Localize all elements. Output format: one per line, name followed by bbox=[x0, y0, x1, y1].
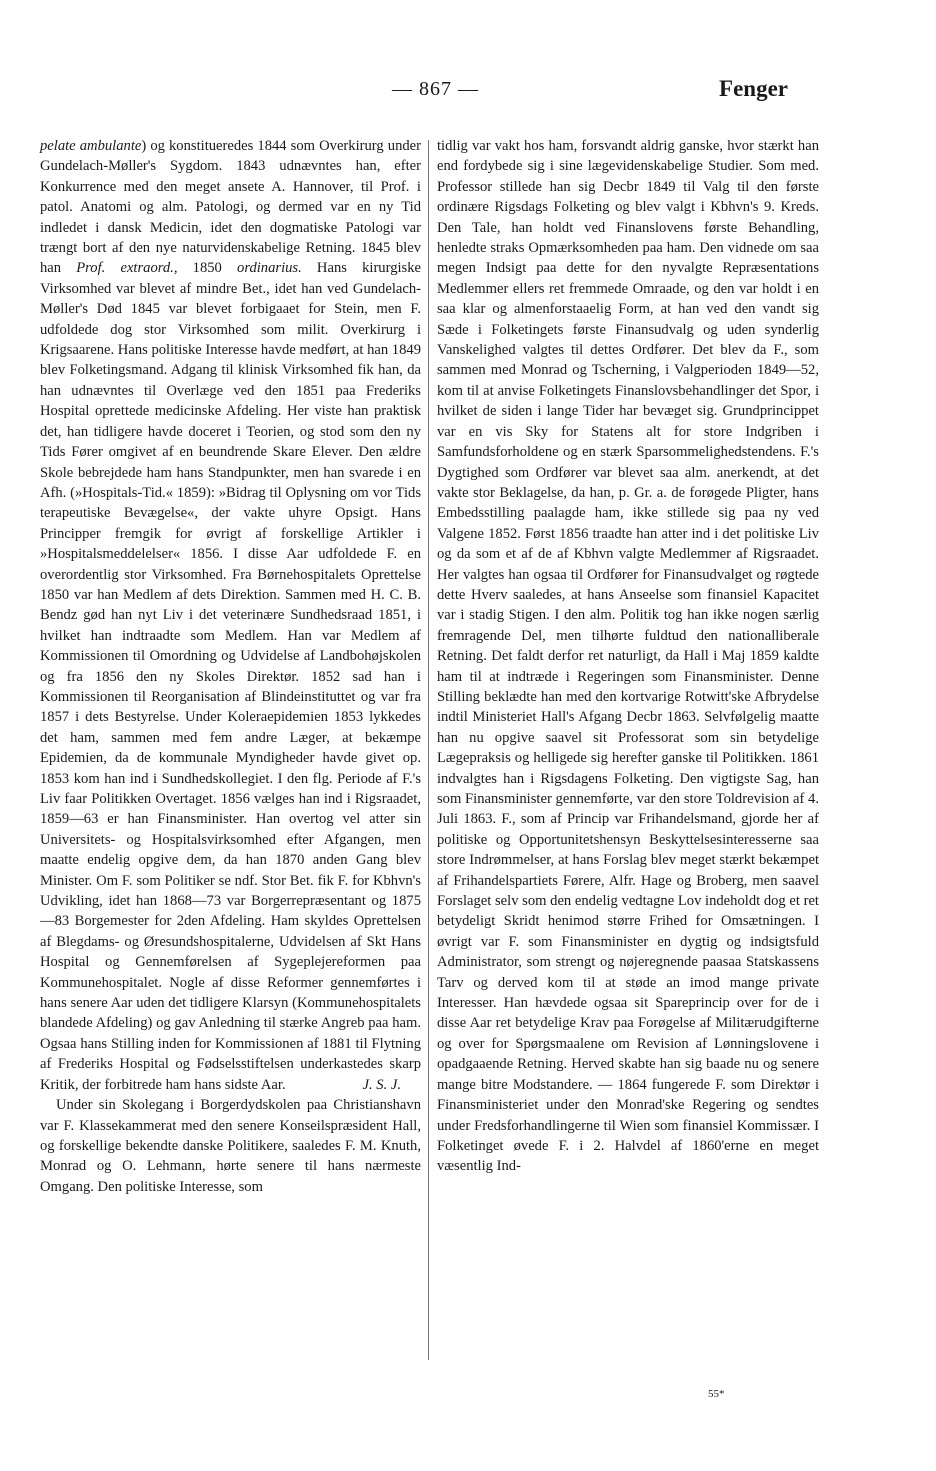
author-signature: J. S. J. bbox=[362, 1076, 401, 1093]
right-paragraph: tidlig var vakt hos ham, forsvandt aldrig ganske, hvor stærkt han end fordybede sig i sine lægevidenskabelige Studier. Som med. Professor stillede han sig Decbr 1849 til Valg til den første ordinære Rigsdags Folketing og blev valgt i Kbhvn's 9. Kreds. Den Tale, han holdt ved Finanslovens første Behandling, henledte straks Opmærksomheden paa ham. Den vidnede om saa megen Indsigt paa dette for den nyvalgte Repræsentations Medlemmer ellers ret fremmede Omraade, og den var holdt i en saa klar og almenforstaaelig Form, at han ved den vandt sig Sæde i Folketingets første Finansudvalg og uden synderlig Vanskelighed valgtes til dettes Ordfører. Det blev da F., som sammen med Monrad og Tscherning, i Valgperioden 1849—52, kom til at anvise Folketingets Finanslovsbehandlinger det Spor, i hvilket de siden i lange Tider har bevæget sig. Grundprincippet var en vis Sky for Statens alt for store Indgriben i Samfundsforholdene og en stærk Sparsommelighedstendens. F.'s Dygtighed som Ordfører var blevet saa alm. anerkendt, at det vakte stor Beklagelse, da han, p. Gr. a. de forøgede Pligter, hans Embedsstilling paalagde ham, ikke stillede sig paa ny ved Valgene 1852. Først 1856 traadte han atter ind i det politiske Liv og da som et af de af Kbhvn valgte Medlemmer af Rigsraadet. Her valgtes han ogsaa til Ordfører for Finansudvalget og røgtede dette Hverv saaledes, at hans Anseelse som finansiel Kapacitet var i stadig Stigen. I den alm. Politik tog han ikke nogen særlig fremragende Del, men tilhørte fuldtud den nationalliberale Retning. Det faldt derfor ret naturligt, da Hall i Maj 1859 kaldte ham til at indtræde i Regeringen som Finansminister. Denne Stilling beklædte han med den kortvarige Rotwitt'ske Afbrydelse indtil Ministeriet Hall's Afgang Decbr 1863. Selvfølgelig maatte han nu opgive saavel sit Professorat som sin betydelige Lægepraksis og helligede sig herefter ganske til Politikken. 1861 indvalgtes han i Rigsdagens Folketing. Den vigtigste Sag, han som Finansminister gennemførte, var den store Toldrevision af 4. Juli 1863. F., som af Princip var Frihandelsmand, gjorde her af politiske og Opportunitetshensyn Beskyttelsesinteresserne saa store Indrømmelser, at hans Forslag blev meget stærkt bekæmpet af Frihandelspartiets Førere, Alfr. Hage og Broberg, men saavel Forslaget selv som den endelig vedtagne Lov indeholdt dog et ret betydeligt Skridt henimod større Frihed for Omsætningen. I øvrigt var F. som Finansminister en dygtig og indsigtsfuld Administrator, som strengt og nøjeregnende paasaa Statskassens Tarv og derved kom til at støde an imod mange private Interesser. Han hævdede ogsaa sit Spareprincip over for de i disse Aar ret betydelige Krav paa Forøgelse af Militærudgifterne og over for Spørgsmaalene om Revision af Lønningslovene i opadgaaende Retning. Herved skabte han sig baade nu og senere mange bitre Modstandere. — 1864 fungerede F. som Direktør i Finansministeriet under den Monrad'ske Regering og sendtes under Fredsforhandlingerne til Wien som finansiel Kommissær. I Folketinget øvede F. i 2. Halvdel af 1860'erne en meget væsentlig Ind- bbox=[437, 138, 819, 1175]
text-run: , 1850 bbox=[173, 260, 238, 277]
right-column bbox=[437, 136, 819, 1177]
text-run: Hans kirurgiske Virksomhed var blevet af mindre Bet., idet han ved Gundelach-Møller's Død 1845 var blevet forbigaaet for Stein, men F. udfoldede dog stor Virksomhed som milit. Overkirurg i Krigsaarene. Hans politiske Interesse havde medført, at han 1849 blev Folketingsmand. Adgang til klinisk Virksomhed fik han, da han udnævntes til Overlæge ved den 1851 paa Frederiks Hospital oprettede medicinske Afdeling. Her viste han praktisk det, han tidligere havde doceret i Teorien, og stod som den ny Tids Fører omgivet af en beundrende Skare Elever. Den ældre Skole bebrejdede ham hans Standpunkter, men han svarede i en Afh. (»Hospitals-Tid.« 1859): »Bidrag til Oplysning om vor Tids terapeutiske Bevægelse«, der vakte uhyre Opsigt. Hans Principper fremgik for øvrigt af forskellige Artikler i »Hospitalsmeddelelser« 1856. I disse Aar udfoldede F. en overordentlig stor Virksomhed. Fra Børnehospitalets Oprettelse 1850 var han Medlem af dets Direktion. Sammen med H. C. B. Bendz gød han nyt Liv i det veterinære Sundhedsraad 1851, i hvilket han indtraadte som Medlem. Han var Medlem af Kommissionen til Omordning og Udvidelse af Landbohøjskolen og fra 1856 den ny Skoles Direktør. 1852 sad han i Kommissionen til Reorganisation af Blindeinstituttet og var fra 1857 i dets Bestyrelse. Under Koleraepidemien 1853 lykkedes det ham, sammen med fem andre Læger, at bekæmpe Epidemien, da de kommunale Myndigheder havde givet op. 1853 kom han ind i Sundhedskollegiet. I den flg. Periode af F.'s Liv faar Politikken Overtaget. 1856 vælges han ind i Rigsraadet, 1859—63 er han Finansminister. Han overtog vel atter sin Universitets- og Hospitalsvirksomhed efter Afgangen, men maatte endelig opgive dem, da han 1870 anden Gang blev Minister. Om F. som Politiker se ndf. Stor Bet. fik F. for Kbhvn's Udvikling, idet han 1868—73 var Borgerrepræsentant og 1875—83 Borgemester for 2den Afdeling. Ham skyldes Oprettelsen af Blegdams- og Øresundshospitalerne, Udvidelsen af Skt Hans Hospital og Gennemførelsen af Sygeplejereformen paa Kommunehospitalet. Nogle af disse Reformer gennemførtes i hans senere Aar uden det tidligere Klarsyn (Kommunehospitalets blandede Afdeling) og gav Anledning til stærke Angreb paa ham. Ogsaa hans Stilling inden for Kommissionen af 1881 til Flytning af Frederiks Hospital og Fødselsstiftelsen underkastedes skarp Kritik, der forbitrede ham hans sidste Aar. bbox=[40, 260, 421, 1093]
italic-term: ordinarius. bbox=[237, 260, 302, 277]
left-paragraph-2: Under sin Skolegang i Borgerdydskolen paa Christianshavn var F. Klassekammerat med den senere Konseilspræsident Hall, og forskellige bekendte danske Politikere, saaledes F. M. Knuth, Monrad og O. Lehmann, hørte senere til hans nærmeste Omgang. Den politiske Interesse, som bbox=[40, 1097, 421, 1195]
text-run: ) og konstitueredes 1844 som Overkirurg under Gundelach-Møller's Sygdom. 1843 udnævntes han, efter Konkurrence med den meget ansete A. Hannover, til Prof. i patol. Anatomi og alm. Patologi, og dermed var en ny Tid indledet i dansk Medicin, idet den dogmatiske Patologi var trængt bort af den nye naturvidenskabelige Retning. 1845 blev han bbox=[40, 138, 422, 277]
page-number: — 867 — bbox=[392, 78, 479, 100]
page-header bbox=[0, 74, 936, 110]
column-divider bbox=[428, 140, 429, 1360]
left-paragraph-1 bbox=[40, 136, 421, 1095]
running-head: Fenger bbox=[719, 76, 788, 101]
italic-term: Prof. extraord. bbox=[76, 260, 174, 277]
left-column bbox=[40, 136, 421, 1197]
sheet-mark: 55* bbox=[708, 1388, 725, 1400]
italic-term: pelate ambulante bbox=[40, 138, 142, 154]
